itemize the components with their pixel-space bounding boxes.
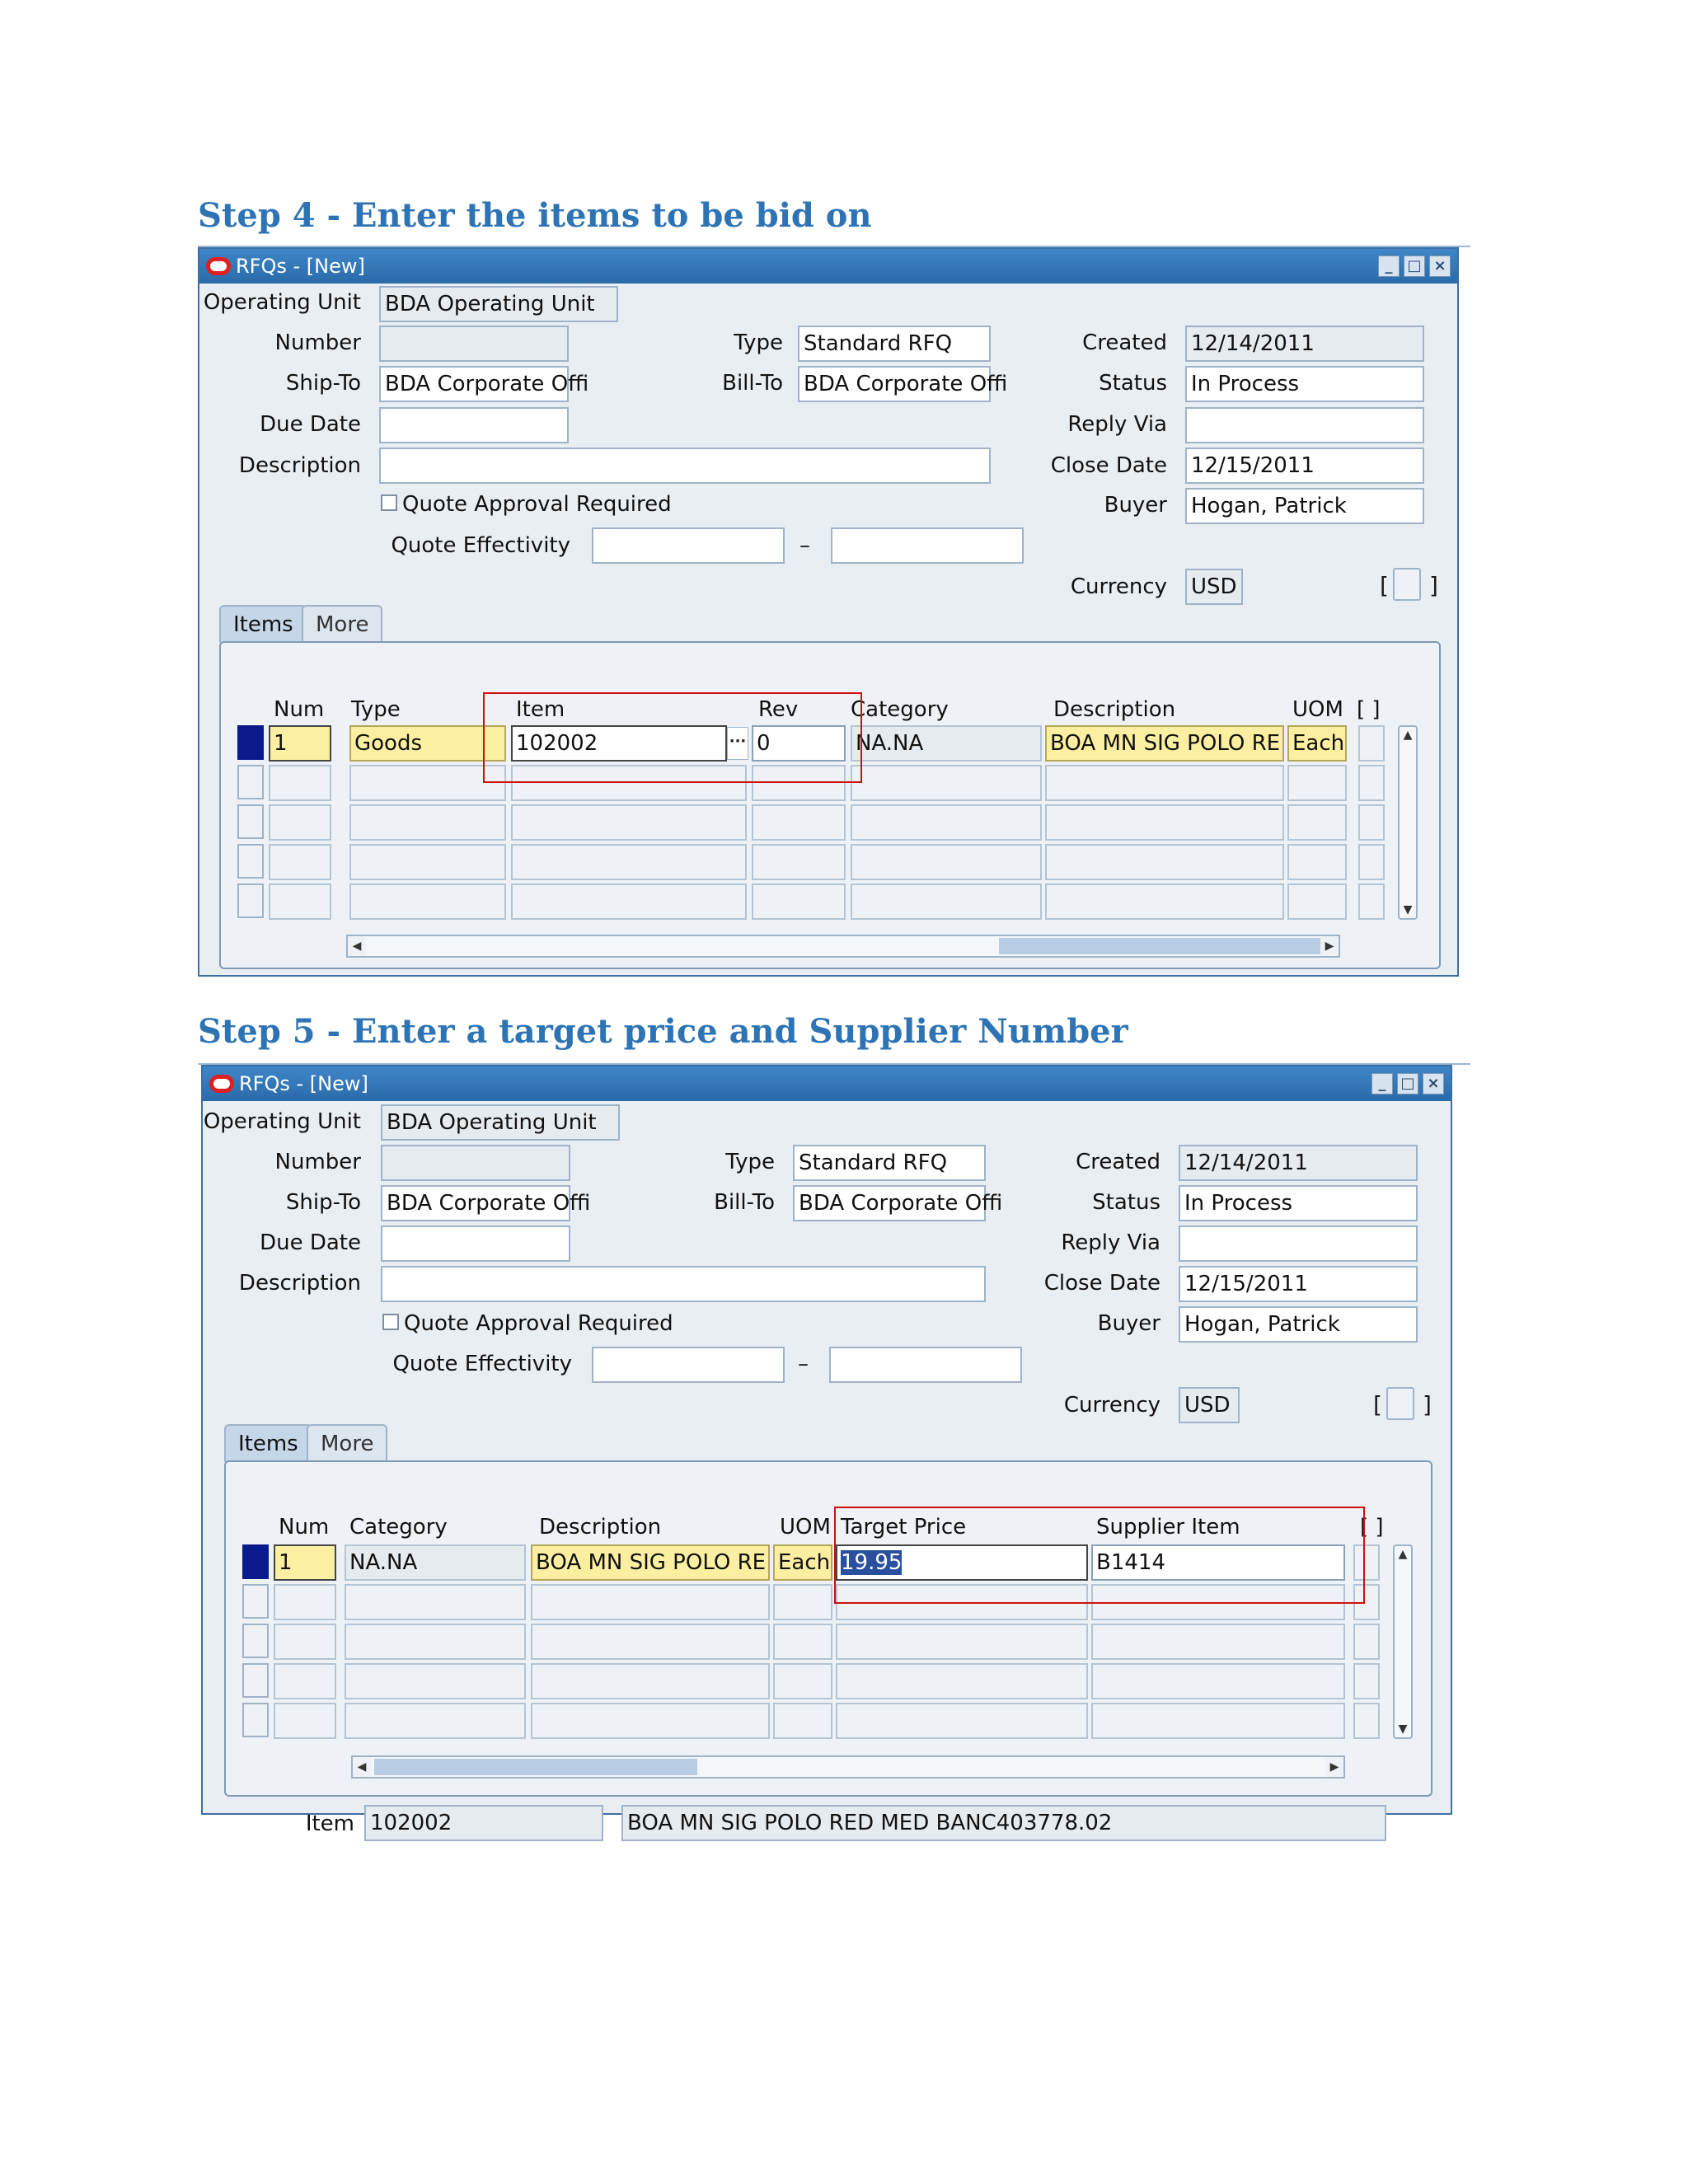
- empty-cell[interactable]: [773, 1624, 832, 1660]
- empty-cell[interactable]: [1358, 804, 1385, 841]
- empty-cell[interactable]: [773, 1663, 832, 1699]
- empty-cell[interactable]: [1091, 1663, 1345, 1699]
- empty-cell[interactable]: [836, 1703, 1088, 1739]
- row1-supplier-item-cell[interactable]: B1414: [1091, 1544, 1345, 1581]
- row1-item-cell[interactable]: 102002: [511, 725, 727, 762]
- description-label: Description: [238, 1271, 361, 1296]
- step5-window: [201, 1065, 1452, 1836]
- oracle-logo-icon: [206, 257, 231, 275]
- row-selector[interactable]: [237, 844, 264, 879]
- operating-unit-field[interactable]: BDA Operating Unit: [381, 1104, 620, 1141]
- empty-cell[interactable]: [345, 1663, 526, 1699]
- empty-cell[interactable]: [1353, 1703, 1380, 1739]
- quote-effectivity-from-field[interactable]: [592, 1347, 785, 1383]
- tab-items[interactable]: Items: [224, 1424, 312, 1462]
- created-field[interactable]: 12/14/2011: [1179, 1145, 1418, 1181]
- operating-unit-field[interactable]: BDA Operating Unit: [379, 286, 618, 322]
- currency-label: Currency: [1070, 574, 1167, 599]
- bill-to-label: Bill-To: [714, 1190, 775, 1215]
- quote-effectivity-to-field[interactable]: [829, 1347, 1022, 1383]
- empty-cell[interactable]: [531, 1663, 770, 1699]
- window-title: RFQs - [New]: [236, 255, 365, 278]
- quote-effectivity-dash: –: [798, 1352, 809, 1376]
- row1-num-cell[interactable]: 1: [274, 1544, 336, 1581]
- row1-type-cell[interactable]: Goods: [349, 725, 506, 762]
- reply-via-field[interactable]: [1185, 407, 1424, 443]
- description-label: Description: [238, 453, 361, 478]
- vertical-scrollbar[interactable]: [1393, 1544, 1413, 1739]
- empty-cell[interactable]: [836, 1624, 1088, 1660]
- maximize-icon[interactable]: □: [1397, 1073, 1418, 1094]
- row-selector[interactable]: [237, 883, 264, 918]
- due-date-label: Due Date: [260, 1230, 361, 1255]
- ship-to-label: Ship-To: [285, 371, 361, 396]
- footer-item-field[interactable]: 102002: [364, 1805, 603, 1841]
- row1-description-cell[interactable]: BOA MN SIG POLO RE: [1045, 725, 1284, 762]
- target-price-selected-text: 19.95: [841, 1550, 903, 1575]
- price-supplier-highlight-box: [834, 1507, 1365, 1604]
- status-field[interactable]: In Process: [1185, 366, 1424, 402]
- empty-cell[interactable]: [1091, 1703, 1345, 1739]
- bill-to-label: Bill-To: [722, 371, 783, 396]
- empty-cell[interactable]: [851, 765, 1042, 801]
- row1-description-cell[interactable]: BOA MN SIG POLO RE: [531, 1544, 770, 1581]
- descriptive-flexfield-box[interactable]: [1386, 1387, 1414, 1420]
- col-description: Description: [1053, 697, 1176, 722]
- created-label: Created: [1076, 1150, 1160, 1174]
- empty-cell[interactable]: [1045, 804, 1284, 841]
- type-field[interactable]: Standard RFQ: [793, 1145, 986, 1181]
- col-num: Num: [274, 697, 325, 722]
- descriptive-flexfield-box[interactable]: [1393, 568, 1421, 601]
- buyer-label: Buyer: [1097, 1311, 1160, 1336]
- due-date-label: Due Date: [260, 412, 361, 437]
- step4-heading: Step 4 - Enter the items to be bid on: [198, 196, 872, 235]
- number-field[interactable]: [379, 326, 569, 362]
- due-date-field[interactable]: [379, 407, 569, 443]
- empty-cell[interactable]: [274, 1584, 336, 1620]
- close-date-label: Close Date: [1050, 453, 1167, 478]
- scroll-left-icon[interactable]: ◀: [348, 936, 366, 956]
- empty-cell[interactable]: [269, 883, 331, 920]
- quote-approval-checkbox[interactable]: [382, 1314, 399, 1330]
- close-icon[interactable]: ×: [1423, 1073, 1444, 1094]
- empty-cell[interactable]: [1091, 1624, 1345, 1660]
- oracle-logo-icon: [209, 1075, 234, 1093]
- reply-via-label: Reply Via: [1067, 412, 1167, 437]
- row1-uom-cell[interactable]: Each: [1287, 725, 1347, 762]
- empty-cell[interactable]: [752, 883, 846, 920]
- number-field[interactable]: [381, 1145, 570, 1181]
- tab-more[interactable]: More: [302, 605, 382, 643]
- empty-cell[interactable]: [345, 1584, 526, 1620]
- col-type: Type: [351, 697, 401, 722]
- scroll-down-icon[interactable]: ▼: [1398, 1722, 1408, 1736]
- col-uom: UOM: [1292, 697, 1343, 722]
- items-panel: [219, 641, 1441, 969]
- buyer-field[interactable]: Hogan, Patrick: [1179, 1306, 1418, 1343]
- col-target-price: Target Price: [841, 1515, 967, 1540]
- empty-cell[interactable]: [1358, 765, 1385, 801]
- type-field[interactable]: Standard RFQ: [798, 326, 991, 362]
- empty-cell[interactable]: [345, 1624, 526, 1660]
- row1-category-cell[interactable]: NA.NA: [851, 725, 1042, 762]
- quote-effectivity-from-field[interactable]: [592, 527, 785, 564]
- tab-items[interactable]: Items: [219, 605, 307, 643]
- row-selector[interactable]: [242, 1663, 269, 1698]
- scroll-left-icon[interactable]: ◀: [353, 1757, 371, 1777]
- empty-cell[interactable]: [269, 844, 331, 880]
- empty-cell[interactable]: [752, 844, 846, 880]
- empty-cell[interactable]: [531, 1584, 770, 1620]
- empty-cell[interactable]: [851, 804, 1042, 841]
- created-field[interactable]: 12/14/2011: [1185, 326, 1424, 362]
- close-date-label: Close Date: [1043, 1271, 1160, 1296]
- row-selector-current[interactable]: [242, 1544, 269, 1579]
- scroll-down-icon[interactable]: ▼: [1403, 903, 1413, 916]
- empty-cell[interactable]: [274, 1663, 336, 1699]
- description-field[interactable]: [379, 448, 991, 484]
- operating-unit-label: Operating Unit: [203, 290, 361, 315]
- currency-field[interactable]: USD: [1185, 569, 1243, 605]
- horizontal-scrollbar[interactable]: [351, 1755, 1345, 1779]
- step5-titlebar[interactable]: [203, 1066, 1451, 1101]
- scroll-up-icon[interactable]: ▲: [1398, 1548, 1408, 1561]
- vertical-scrollbar[interactable]: [1398, 725, 1418, 920]
- empty-cell[interactable]: [1358, 844, 1385, 880]
- empty-cell[interactable]: [773, 1703, 832, 1739]
- type-label: Type: [725, 1150, 775, 1174]
- col-rev: Rev: [758, 697, 799, 722]
- row1-uom-cell[interactable]: Each: [773, 1544, 832, 1581]
- empty-cell[interactable]: [1287, 844, 1347, 880]
- quote-effectivity-label: Quote Effectivity: [392, 1352, 572, 1376]
- empty-cell[interactable]: [349, 804, 506, 841]
- empty-cell[interactable]: [1287, 765, 1347, 801]
- empty-cell[interactable]: [1358, 883, 1385, 920]
- description-field[interactable]: [381, 1266, 986, 1302]
- col-flex-brackets: [ ]: [1360, 1515, 1384, 1540]
- close-date-field[interactable]: 12/15/2011: [1185, 448, 1424, 484]
- currency-label: Currency: [1063, 1393, 1160, 1418]
- empty-cell[interactable]: [345, 1703, 526, 1739]
- empty-cell[interactable]: [511, 883, 747, 920]
- flex-bracket-open: [: [1380, 572, 1389, 599]
- empty-cell[interactable]: [349, 883, 506, 920]
- scroll-right-icon[interactable]: ▶: [1325, 1757, 1343, 1777]
- col-item: Item: [516, 697, 565, 722]
- footer-item-description-field[interactable]: BOA MN SIG POLO RED MED BANC403778.02: [621, 1805, 1386, 1841]
- horizontal-scroll-thumb[interactable]: [999, 938, 1320, 954]
- bill-to-field[interactable]: BDA Corporate Offi: [793, 1185, 986, 1221]
- empty-cell[interactable]: [1287, 804, 1347, 841]
- empty-cell[interactable]: [269, 804, 331, 841]
- quote-effectivity-dash: –: [799, 533, 810, 558]
- minimize-icon[interactable]: _: [1372, 1073, 1393, 1094]
- row1-rev-cell[interactable]: 0: [752, 725, 846, 762]
- empty-cell[interactable]: [1353, 1663, 1380, 1699]
- item-rev-highlight-box: [483, 692, 862, 783]
- reply-via-label: Reply Via: [1061, 1230, 1160, 1255]
- horizontal-scrollbar[interactable]: [346, 935, 1340, 958]
- flex-bracket-close: ]: [1429, 572, 1438, 599]
- maximize-icon[interactable]: □: [1404, 255, 1425, 277]
- due-date-field[interactable]: [381, 1226, 570, 1262]
- row-selector[interactable]: [242, 1703, 269, 1737]
- empty-cell[interactable]: [269, 765, 331, 801]
- quote-effectivity-to-field[interactable]: [831, 527, 1024, 564]
- item-lov-button[interactable]: ···: [727, 727, 748, 760]
- close-icon[interactable]: ×: [1429, 255, 1451, 277]
- number-label: Number: [274, 1150, 361, 1174]
- created-label: Created: [1082, 330, 1167, 355]
- step4-titlebar[interactable]: [199, 249, 1457, 284]
- quote-approval-label: Quote Approval Required: [402, 492, 672, 517]
- tab-more[interactable]: More: [307, 1424, 387, 1462]
- col-category: Category: [851, 697, 949, 722]
- scroll-right-icon[interactable]: ▶: [1320, 936, 1339, 956]
- quote-approval-checkbox[interactable]: [381, 494, 397, 511]
- col-description: Description: [539, 1515, 662, 1540]
- horizontal-scroll-thumb[interactable]: [374, 1759, 697, 1775]
- empty-cell[interactable]: [1045, 883, 1284, 920]
- step4-window: [198, 247, 1459, 977]
- empty-cell[interactable]: [1287, 883, 1347, 920]
- status-label: Status: [1099, 371, 1167, 396]
- ship-to-label: Ship-To: [285, 1190, 361, 1215]
- flex-bracket-open: [: [1373, 1391, 1382, 1418]
- empty-cell[interactable]: [752, 804, 846, 841]
- col-supplier-item: Supplier Item: [1096, 1515, 1240, 1540]
- reply-via-field[interactable]: [1179, 1226, 1418, 1262]
- quote-approval-label: Quote Approval Required: [404, 1311, 673, 1336]
- ship-to-field[interactable]: BDA Corporate Offi: [379, 366, 569, 402]
- empty-cell[interactable]: [1045, 765, 1284, 801]
- empty-cell[interactable]: [773, 1584, 832, 1620]
- empty-cell[interactable]: [274, 1703, 336, 1739]
- row-selector[interactable]: [242, 1584, 269, 1619]
- row-selector[interactable]: [242, 1624, 269, 1658]
- bill-to-field[interactable]: BDA Corporate Offi: [798, 366, 991, 402]
- operating-unit-label: Operating Unit: [203, 1109, 361, 1134]
- buyer-label: Buyer: [1104, 493, 1167, 518]
- row-selector[interactable]: [237, 804, 264, 839]
- row1-flex-cell[interactable]: [1358, 725, 1385, 762]
- row1-num-cell[interactable]: 1: [269, 725, 331, 762]
- empty-cell[interactable]: [511, 844, 747, 880]
- empty-cell[interactable]: [349, 844, 506, 880]
- currency-field[interactable]: USD: [1179, 1387, 1240, 1423]
- status-field[interactable]: In Process: [1179, 1185, 1418, 1221]
- row-selector-current[interactable]: [237, 725, 264, 760]
- quote-effectivity-label: Quote Effectivity: [391, 533, 570, 558]
- footer-item-label: Item: [305, 1811, 354, 1836]
- empty-cell[interactable]: [836, 1663, 1088, 1699]
- empty-cell[interactable]: [531, 1703, 770, 1739]
- empty-cell[interactable]: [511, 804, 747, 841]
- empty-cell[interactable]: [531, 1624, 770, 1660]
- status-label: Status: [1092, 1190, 1160, 1215]
- buyer-field[interactable]: Hogan, Patrick: [1185, 488, 1424, 524]
- row1-category-cell[interactable]: NA.NA: [345, 1544, 526, 1581]
- flex-bracket-close: ]: [1423, 1391, 1432, 1418]
- minimize-icon[interactable]: _: [1378, 255, 1400, 277]
- col-uom: UOM: [780, 1515, 831, 1540]
- empty-cell[interactable]: [1353, 1624, 1380, 1660]
- ship-to-field[interactable]: BDA Corporate Offi: [381, 1185, 570, 1221]
- scroll-up-icon[interactable]: ▲: [1403, 729, 1413, 742]
- col-flex-brackets: [ ]: [1357, 697, 1381, 722]
- empty-cell[interactable]: [851, 844, 1042, 880]
- close-date-field[interactable]: 12/15/2011: [1179, 1266, 1418, 1302]
- empty-cell[interactable]: [274, 1624, 336, 1660]
- empty-cell[interactable]: [851, 883, 1042, 920]
- window-title: RFQs - [New]: [239, 1072, 368, 1095]
- row-selector[interactable]: [237, 765, 264, 799]
- type-label: Type: [734, 330, 783, 355]
- empty-cell[interactable]: [1045, 844, 1284, 880]
- step5-heading: Step 5 - Enter a target price and Supplier Number: [198, 1012, 1128, 1051]
- number-label: Number: [274, 330, 361, 355]
- col-num: Num: [279, 1515, 330, 1540]
- col-category: Category: [349, 1515, 448, 1540]
